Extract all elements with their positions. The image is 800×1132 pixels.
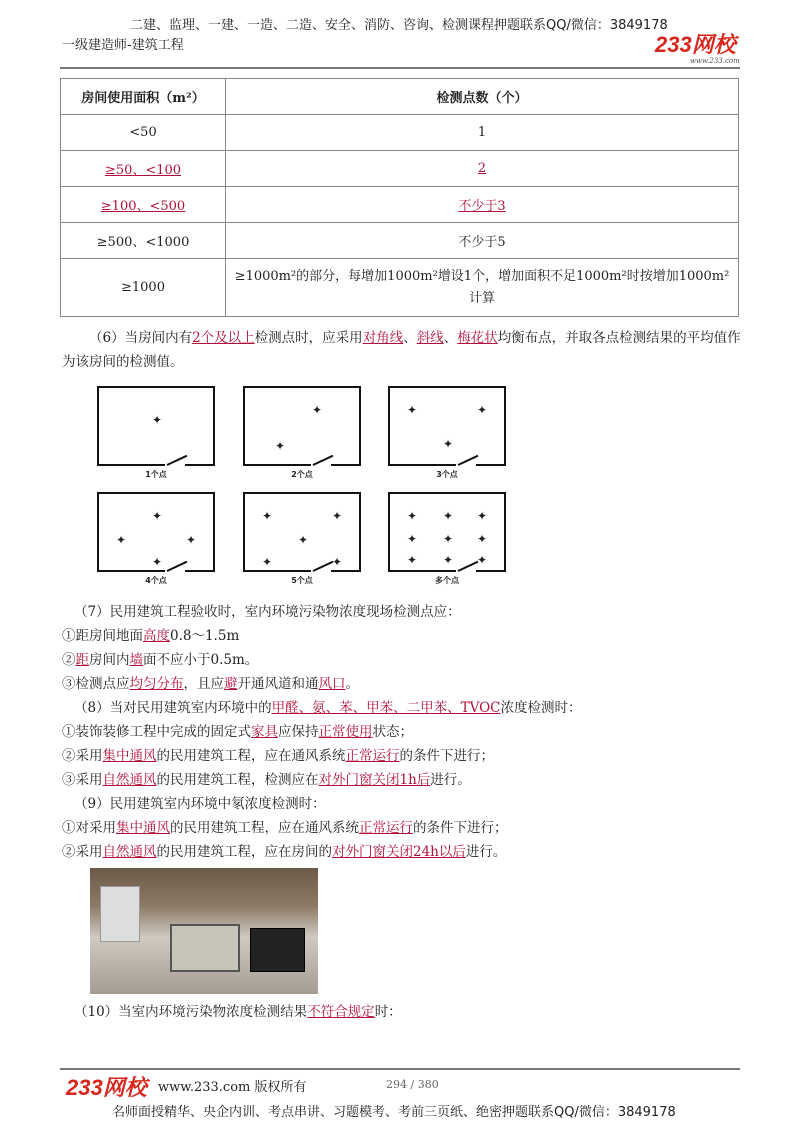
cell-area: ≥500、<1000 [61, 223, 226, 259]
footer-logo: 233网校 [66, 1075, 147, 1100]
sample-point-icon: ✦ [406, 403, 418, 417]
footer-divider [60, 1068, 740, 1070]
wall [97, 464, 165, 466]
room-layout-diagram [97, 492, 215, 585]
highlighted-text: 自然通风 [102, 844, 157, 860]
header-subtitle: 一级建造师-建筑工程 [62, 38, 184, 53]
highlighted-text: 正常运行 [359, 820, 413, 836]
highlighted-text: 自然通风 [102, 772, 157, 788]
wall [331, 570, 361, 572]
highlighted-text: 高度 [143, 628, 170, 644]
wall [388, 464, 456, 466]
text: 时： [374, 1004, 402, 1020]
text: 的条件下进行； [399, 748, 494, 764]
paragraph [62, 792, 742, 816]
text: 的民用建筑工程，应在通风系统 [156, 748, 346, 764]
wall [243, 464, 311, 466]
text: ，且应 [183, 676, 224, 692]
text: ③检测点应 [62, 676, 130, 692]
table-row [61, 115, 739, 151]
diagram-caption: 1个点 [145, 470, 167, 479]
header-logo: 233网校 [655, 32, 736, 57]
highlighted-text: 家具 [251, 724, 278, 740]
table-header-row [61, 79, 739, 115]
text: 进行。 [430, 772, 471, 788]
cell-area: <50 [61, 115, 226, 151]
sample-point-icon: ✦ [406, 553, 418, 567]
wall [97, 570, 165, 572]
header-divider [60, 67, 740, 69]
highlighted-text: 对角线 [362, 330, 404, 346]
text: ①对采用 [62, 820, 116, 836]
diagram-caption: 3个点 [436, 470, 458, 479]
text: 房间内 [89, 652, 130, 668]
highlighted-text: 风口 [318, 676, 346, 692]
cell-points: 不少于5 [226, 223, 739, 259]
highlighted-text: 不符合规定 [307, 1004, 375, 1020]
paragraph [62, 672, 742, 696]
cell-area: ≥1000 [61, 259, 226, 317]
footer-copyright: www.233.com 版权所有 [158, 1080, 307, 1095]
cell-points: 2 [226, 151, 739, 187]
sample-point-icon: ✦ [442, 553, 454, 567]
text: 的条件下进行； [413, 820, 508, 836]
paragraph [62, 768, 742, 792]
sample-point-icon: ✦ [185, 533, 197, 547]
text: 状态； [372, 724, 413, 740]
sample-point-icon: ✦ [476, 403, 488, 417]
text: 面不应小于0.5m。 [143, 652, 259, 668]
sample-point-icon: ✦ [331, 555, 343, 569]
text: 。 [345, 676, 359, 692]
highlighted-text: 避 [224, 676, 238, 692]
sample-point-icon: ✦ [331, 509, 343, 523]
cell-area: ≥50、<100 [61, 151, 226, 187]
text: ③采用 [62, 772, 103, 788]
paragraph [62, 840, 742, 864]
cell-points: 不少于3 [226, 187, 739, 223]
room-layout-diagram [97, 386, 215, 479]
text: （6）当房间内有 [89, 330, 193, 346]
highlighted-text: 斜线 [416, 330, 444, 346]
highlighted-text: 对外门窗关闭24h以后 [332, 844, 466, 860]
paragraph [62, 600, 742, 624]
text: 开通风道和通 [237, 676, 319, 692]
device-unit [100, 886, 140, 942]
sample-point-icon: ✦ [406, 509, 418, 523]
cell-area: ≥100、<500 [61, 187, 226, 223]
wall [185, 570, 215, 572]
text: 进行。 [465, 844, 507, 860]
detection-points-table [60, 78, 739, 317]
sample-point-icon: ✦ [151, 413, 163, 427]
text: 的民用建筑工程，应在通风系统 [170, 820, 359, 836]
cell-points: ≥1000m²的部分，每增加1000m²增设1个，增加面积不足1000m²时按增加1000m²计算 [226, 259, 739, 317]
sample-point-icon: ✦ [115, 533, 127, 547]
sample-point-icon: ✦ [297, 533, 309, 547]
header-promo: 二建、监理、一建、一造、二造、安全、消防、咨询、检测课程押题联系QQ/微信：3849178 [130, 18, 668, 33]
text: 应保持 [278, 724, 319, 740]
highlighted-text: 集中通风 [102, 748, 157, 764]
text: 、 [403, 330, 417, 346]
diagram-caption: 5个点 [291, 576, 313, 585]
text: （8）当对民用建筑室内环境中的 [74, 700, 272, 716]
table-row [61, 223, 739, 259]
wall [476, 464, 506, 466]
wall [388, 570, 456, 572]
text: （7）民用建筑工程验收时，室内环境污染物浓度现场检测点应： [74, 604, 461, 620]
highlighted-text: 距 [75, 652, 89, 668]
wall [476, 570, 506, 572]
text: 、 [443, 330, 458, 346]
paragraph [62, 696, 742, 720]
diagram-caption: 2个点 [291, 470, 313, 479]
text: 的民用建筑工程，检测应在 [156, 772, 319, 788]
paragraph [62, 720, 742, 744]
highlighted-text: 集中通风 [116, 820, 170, 836]
text: ①距房间地面 [62, 628, 143, 644]
paragraph [62, 326, 742, 374]
highlighted-text: 正常使用 [318, 724, 373, 740]
table-header: 房间使用面积（m²） [61, 79, 226, 115]
wall [185, 464, 215, 466]
sample-point-icon: ✦ [442, 509, 454, 523]
highlighted-text: 均匀分布 [129, 676, 184, 692]
diagram-caption: 多个点 [435, 576, 459, 585]
diagram-caption: 4个点 [145, 576, 167, 585]
sample-point-icon: ✦ [261, 509, 273, 523]
sample-point-icon: ✦ [476, 532, 488, 546]
text: （10）当室内环境污染物浓度检测结果 [74, 1004, 308, 1020]
room-layout-diagram [388, 492, 506, 585]
highlighted-text: 墙 [129, 652, 143, 668]
text: 浓度检测时： [500, 700, 582, 716]
sample-point-icon: ✦ [274, 439, 286, 453]
sample-point-icon: ✦ [406, 532, 418, 546]
room-layout-diagram [388, 386, 506, 479]
text: 检测点时，应采用 [254, 330, 363, 346]
radon-detector-photo [90, 868, 318, 994]
table-row [61, 151, 739, 187]
text: 0.8～1.5m [170, 628, 240, 644]
table-row [61, 187, 739, 223]
sample-point-icon: ✦ [476, 553, 488, 567]
paragraph [62, 816, 742, 840]
highlighted-text: 梅花状 [457, 330, 498, 346]
text: ①装饰装修工程中完成的固定式 [62, 724, 251, 740]
room-layout-diagram [243, 386, 361, 479]
text: 均衡布点，并取各点检测结果的平均值作为该房间的检测值。 [62, 330, 741, 370]
paragraph [62, 648, 742, 672]
header-logo-url: www.233.com [690, 57, 740, 65]
highlighted-text: 正常运行 [345, 748, 400, 764]
instrument-case [170, 924, 240, 972]
instrument-case-dark [250, 928, 305, 972]
footer-promo: 名师面授精华、央企内训、考点串讲、习题模考、考前三页纸、绝密押题联系QQ/微信：3849178 [112, 1105, 676, 1120]
paragraph [62, 1000, 742, 1024]
text: ②采用 [62, 748, 103, 764]
highlighted-text: 2个及以上 [192, 330, 255, 346]
paragraph [62, 744, 742, 768]
sample-point-icon: ✦ [151, 555, 163, 569]
sample-point-icon: ✦ [151, 509, 163, 523]
wall [243, 570, 311, 572]
table-row [61, 259, 739, 317]
text: ② [62, 652, 76, 668]
text: 的民用建筑工程，应在房间的 [156, 844, 332, 860]
wall [331, 464, 361, 466]
sample-point-icon: ✦ [442, 532, 454, 546]
highlighted-text: 甲醛、氨、苯、甲苯、二甲苯、TVOC [271, 700, 501, 716]
sample-point-icon: ✦ [442, 437, 454, 451]
text: （9）民用建筑室内环境中氡浓度检测时： [74, 796, 326, 812]
cell-points: 1 [226, 115, 739, 151]
sample-point-icon: ✦ [311, 403, 323, 417]
text: ②采用 [62, 844, 103, 860]
highlighted-text: 对外门窗关闭1h后 [318, 772, 431, 788]
sample-point-icon: ✦ [261, 555, 273, 569]
paragraph [62, 624, 742, 648]
sample-point-icon: ✦ [476, 509, 488, 523]
table-header: 检测点数（个） [226, 79, 739, 115]
room-layout-diagram [243, 492, 361, 585]
page-number: 294 / 380 [386, 1078, 439, 1091]
